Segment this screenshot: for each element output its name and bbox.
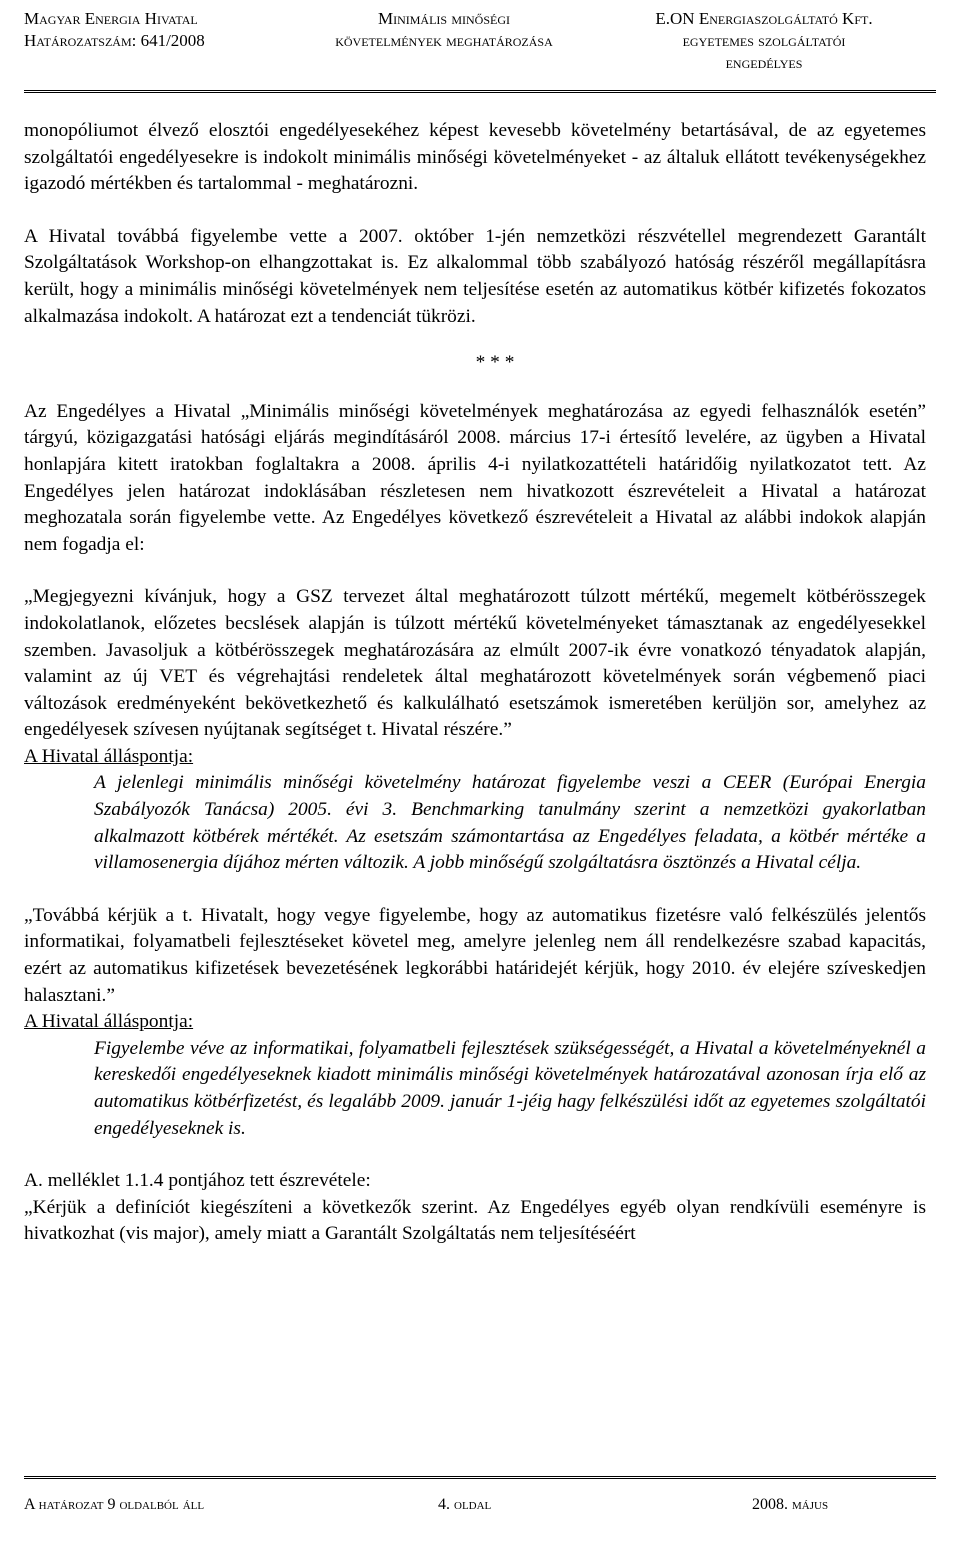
header-licensee [614, 8, 914, 74]
header-licensee-type-2: engedélyes [725, 53, 803, 72]
header-subject [294, 8, 594, 52]
authority-position-label-1: A Hivatal álláspontja: [24, 745, 194, 767]
section-separator: * * * [475, 352, 515, 374]
paragraph-1: monopóliumot élvező elosztói engedélyesekéhez képest kevesebb követelmény betartásával, de az egyetemes szolgáltatói engedélyesekre is indokolt minimális minőségi követelményeket - az általuk ellátott tevékenységekhez igazodó mértékben és tartalommal - meghatározni. [24, 120, 926, 195]
header-licensee-name: E.ON Energiaszolgáltató Kft. [655, 9, 873, 28]
footer-date: 2008. május [752, 1496, 829, 1513]
authority-position-2: Figyelembe véve az informatikai, folyamatbeli fejlesztések szükségességét, a Hivatal a követelményeknél a kereskedői engedélyeseknek kiadott minimális minőségi követelmények határozatával azonosan írja elő az automatikus kötbérfizetést, és legalább 2009. január 1-jéig hagy felkészülési időt az egyetemes szolgáltatói engedélyeseknek is. [94, 1037, 926, 1139]
footer-page-number: 4. oldal [438, 1496, 492, 1513]
header-authority-name: Magyar Energia Hivatal [24, 9, 198, 28]
authority-position-1: A jelenlegi minimális minőségi követelmény határozat figyelembe veszi a CEER (Európai Energia Szabályozók Tanácsa) 2005. évi 3. Benchmarking tanulmány szerint a nemzetközi gyakorlatban alkalmazott kötbérek mértékét. Az esetszám számontartása az Engedélyes feladata, a kötbér mértéke a villamosenergia díjához mérten változik. A jobb minőségű szolgáltatásra ösztönzés a Hivatal célja. [94, 772, 926, 874]
licensee-remark-1: „Megjegyezni kívánjuk, hogy a GSZ tervezet által meghatározott túlzott mértékű, megemelt kötbérösszegek indokolatlanok, előzetes becslések alapján is túlzott mértékű követelményeket támasztanak az engedélyesekkel szemben. Javasoljuk a kötbérösszegek meghatározására az elmúlt 2007-ik évre vonatkozó tényadatok alapján, valamint az új VET és végrehajtási rendeletek által meghatározott követelmények során végbemenő piaci változások eredményeként bekövetkezhető és kalkulálható esetszámok ismeretében kerüljön sor, amelyhez az engedélyesek szívesen nyújtanak segítséget t. Hivatal részére.” [24, 586, 926, 741]
header-licensee-type-1: egyetemes szolgáltatói [682, 31, 846, 50]
header-divider [24, 90, 936, 93]
licensee-remark-3: „Kérjük a definíciót kiegészíteni a következők szerint. Az Engedélyes egyéb olyan rendkívüli eseményre is hivatkozhat (vis major), amely miatt a Garantált Szolgáltatás nem teljesítéséért [24, 1196, 926, 1245]
authority-position-label-2: A Hivatal álláspontja: [24, 1011, 194, 1033]
header-subject-line-1: Minimális minőségi [377, 9, 511, 28]
licensee-remark-2: „Továbbá kérjük a t. Hivatalt, hogy vegye figyelembe, hogy az automatikus fizetésre való felkészülés jelentős informatikai, folyamatbeli fejlesztéseket követel meg, amelyre jelenleg nem áll rendelkezésre szabad kapacitás, ezért az automatikus kifizetések bevezetésének legkorábbi határidejét kérjük, hogy 2010. év elejére szíveskedjen halasztani.” [24, 904, 926, 1006]
header-authority [24, 8, 205, 52]
footer-page-count: A határozat 9 oldalból áll [24, 1496, 205, 1513]
annex-remark-heading: A. melléklet 1.1.4 pontjához tett észrevétele: [24, 1170, 371, 1192]
header-decision-number: Határozatszám: 641/2008 [24, 31, 205, 50]
document-body [24, 118, 926, 1248]
header-subject-line-2: követelmények meghatározása [335, 31, 553, 50]
paragraph-2: A Hivatal továbbá figyelembe vette a 2007. október 1-jén nemzetközi részvétellel megrendezett Garantált Szolgáltatások Workshop-on elhangzottakat is. Ez alkalommal több szabályozó hatóság részéről megállapításra került, hogy a minimális minőségi követelmények nem teljesítése esetén az automatikus kötbér kifizetés fokozatos alkalmazása indokolt. A határozat ezt a tendenciát tükrözi. [24, 225, 926, 327]
paragraph-3: Az Engedélyes a Hivatal „Minimális minőségi követelmények meghatározása az egyedi felhasználók esetén” tárgyú, közigazgatási hatósági eljárás megindításáról 2008. március 17-i értesítő levelére, az ügyben a Hivatal honlapjára kitett iratokban foglaltakra a 2008. április 4-i nyilatkozattételi határidőig nyilatkozatot tett. Az Engedélyes jelen határozat indoklásában részletesen nem hivatkozott észrevételeit a Hivatal a határozat meghozatala során figyelembe vette. Az Engedélyes következő észrevételeit a Hivatal az alábbi indokok alapján nem fogadja el: [24, 400, 926, 555]
footer-divider [24, 1476, 936, 1479]
